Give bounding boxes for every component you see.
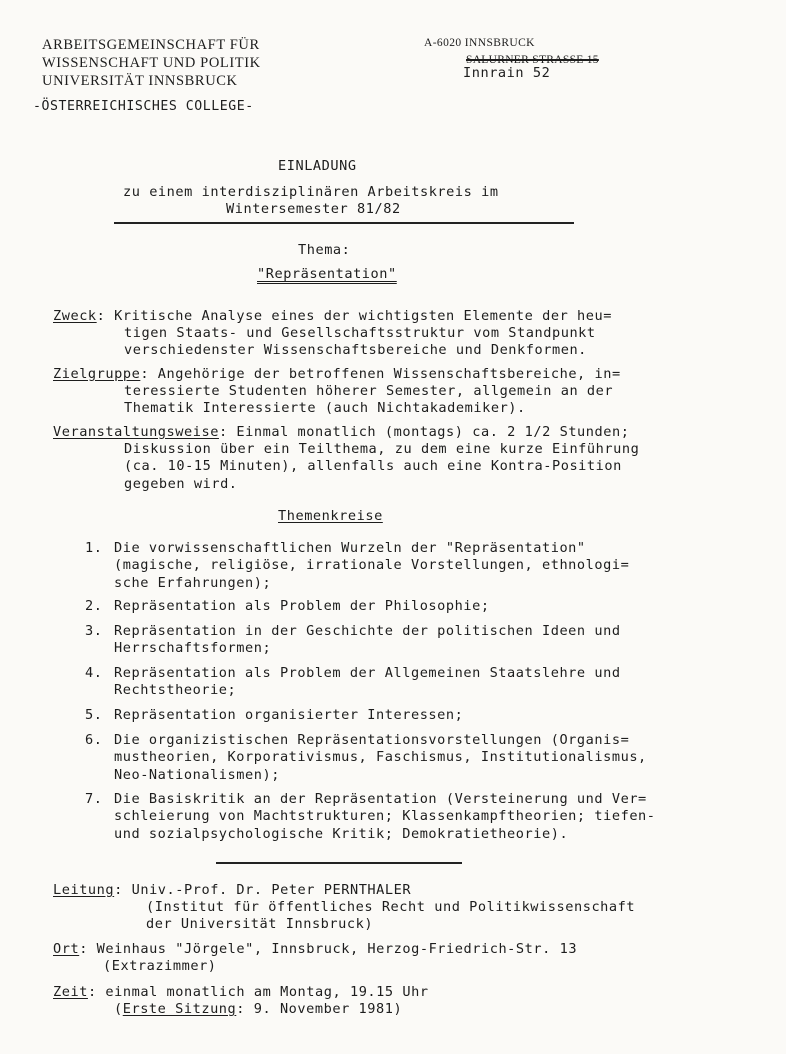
leitung-label: Leitung [53,882,115,898]
zeit-paren: ( [114,1001,123,1017]
item-line: schleierung von Machtstrukturen; Klassenkampftheorien; tiefen- [114,808,656,825]
item-line: Herrschaftsformen; [114,640,272,657]
ort-continuation: (Extrazimmer) [103,958,217,974]
thema-label: Thema: [298,242,351,258]
thema-title: "Repräsentation" [257,266,397,282]
item-line: und sozialpsychologische Kritik; Demokratietheorie). [114,825,569,842]
zeit-continuation [114,1001,402,1018]
ort-label: Ort [53,941,80,957]
leitung-line: der Universität Innsbruck) [146,916,374,933]
divider [216,862,462,864]
item-number: 5. [85,707,103,723]
themenkreise-item-3 [85,623,621,658]
themenkreise-item-2 [85,598,490,615]
zielgruppe-continuation [124,383,613,418]
item-number: 3. [85,623,103,639]
letterhead-line: WISSENSCHAFT UND POLITIK [42,55,261,71]
ort-line: : Weinhaus "Jörgele", Innsbruck, Herzog-Friedrich-Str. 13 [79,941,578,957]
zielgruppe-line: Thematik Interessierte (auch Nichtakademiker). [124,400,526,417]
themenkreise-item-7 [85,791,656,843]
item-line: Die Basiskritik an der Repräsentation (Versteinerung und Ver= [114,791,647,807]
divider [114,222,574,224]
zeit-line: : einmal monatlich am Montag, 19.15 Uhr [87,984,429,1000]
item-line: Rechtstheorie; [114,682,237,699]
item-number: 7. [85,791,103,807]
zweck-line: verschiedenster Wissenschaftsbereiche und Denkformen. [124,342,587,359]
address-new-street: Innrain 52 [463,65,551,81]
themenkreise-title: Themenkreise [278,508,383,524]
section-leitung [53,882,411,899]
veranstaltungsweise-line: (ca. 10-15 Minuten), allenfalls auch eine Kontra-Position [124,458,622,475]
zweck-line: : Kritische Analyse eines der wichtigsten Elemente der heu= [96,308,612,324]
section-zweck [53,308,612,325]
letterhead-line: UNIVERSITÄT INNSBRUCK [42,73,238,89]
veranstaltungsweise-label: Veranstaltungsweise [53,424,219,440]
item-line: Neo-Nationalismen); [114,766,280,783]
section-zielgruppe [53,366,621,383]
item-number: 2. [85,598,103,614]
item-line: Repräsentation organisierter Interessen; [114,707,464,723]
zielgruppe-label: Zielgruppe [53,366,141,382]
zweck-continuation [124,325,596,360]
veranstaltungsweise-line: Diskussion über ein Teilthema, zu dem eine kurze Einführung [124,441,640,457]
section-ort [53,941,577,958]
veranstaltungsweise-continuation [124,441,639,493]
zeit-label: Zeit [53,984,88,1000]
section-veranstaltungsweise [53,424,629,441]
veranstaltungsweise-line: : Einmal monatlich (montags) ca. 2 1/2 Stunden; [218,424,630,440]
address-old-street: SALURNER STRASSE 15 [466,54,599,66]
item-line: sche Erfahrungen); [114,574,272,591]
veranstaltungsweise-line: gegeben wird. [124,475,238,492]
leitung-line: : Univ.-Prof. Dr. Peter PERNTHALER [114,882,412,898]
item-number: 6. [85,732,103,748]
item-number: 1. [85,540,103,556]
zielgruppe-line: : Angehörige der betroffenen Wissenschaftsbereiche, in= [140,366,621,382]
item-line: Die vorwissenschaftlichen Wurzeln der "Repräsentation" [114,540,586,556]
themenkreise-item-5 [85,707,463,724]
zweck-line: tigen Staats- und Gesellschaftsstruktur vom Standpunkt [124,325,596,341]
leitung-line: (Institut für öffentliches Recht und Politikwissenschaft [146,899,636,915]
letterhead-college-line: -ÖSTERREICHISCHES COLLEGE- [33,99,254,114]
zweck-label: Zweck [53,308,97,324]
address-city: A-6020 INNSBRUCK [424,37,535,49]
themenkreise-item-4 [85,665,621,700]
themenkreise-item-1 [85,540,629,592]
themenkreise-item-6 [85,732,647,784]
item-line: Die organizistischen Repräsentationsvorstellungen (Organis= [114,732,630,748]
item-line: Repräsentation als Problem der Philosophie; [114,598,490,614]
invitation-title: EINLADUNG [278,158,357,174]
zeit-date: : 9. November 1981) [236,1001,403,1017]
zielgruppe-line: teressierte Studenten höherer Semester, allgemein an der [124,383,614,399]
erste-sitzung-label: Erste Sitzung [122,1001,237,1017]
item-line: (magische, religiöse, irrationale Vorstellungen, ethnologi= [114,557,630,574]
item-line: Repräsentation als Problem der Allgemeinen Staatslehre und [114,665,621,681]
item-line: mustheorien, Korporativismus, Faschismus, Institutionalismus, [114,749,647,766]
item-number: 4. [85,665,103,681]
letterhead-line: ARBEITSGEMEINSCHAFT FÜR [42,37,260,53]
leitung-continuation [146,899,635,934]
invitation-subtitle: zu einem interdisziplinären Arbeitskreis im [123,184,499,200]
invitation-semester: Wintersemester 81/82 [226,201,401,217]
item-line: Repräsentation in der Geschichte der politischen Ideen und [114,623,621,639]
section-zeit [53,984,429,1001]
letterhead-organization [42,36,261,90]
